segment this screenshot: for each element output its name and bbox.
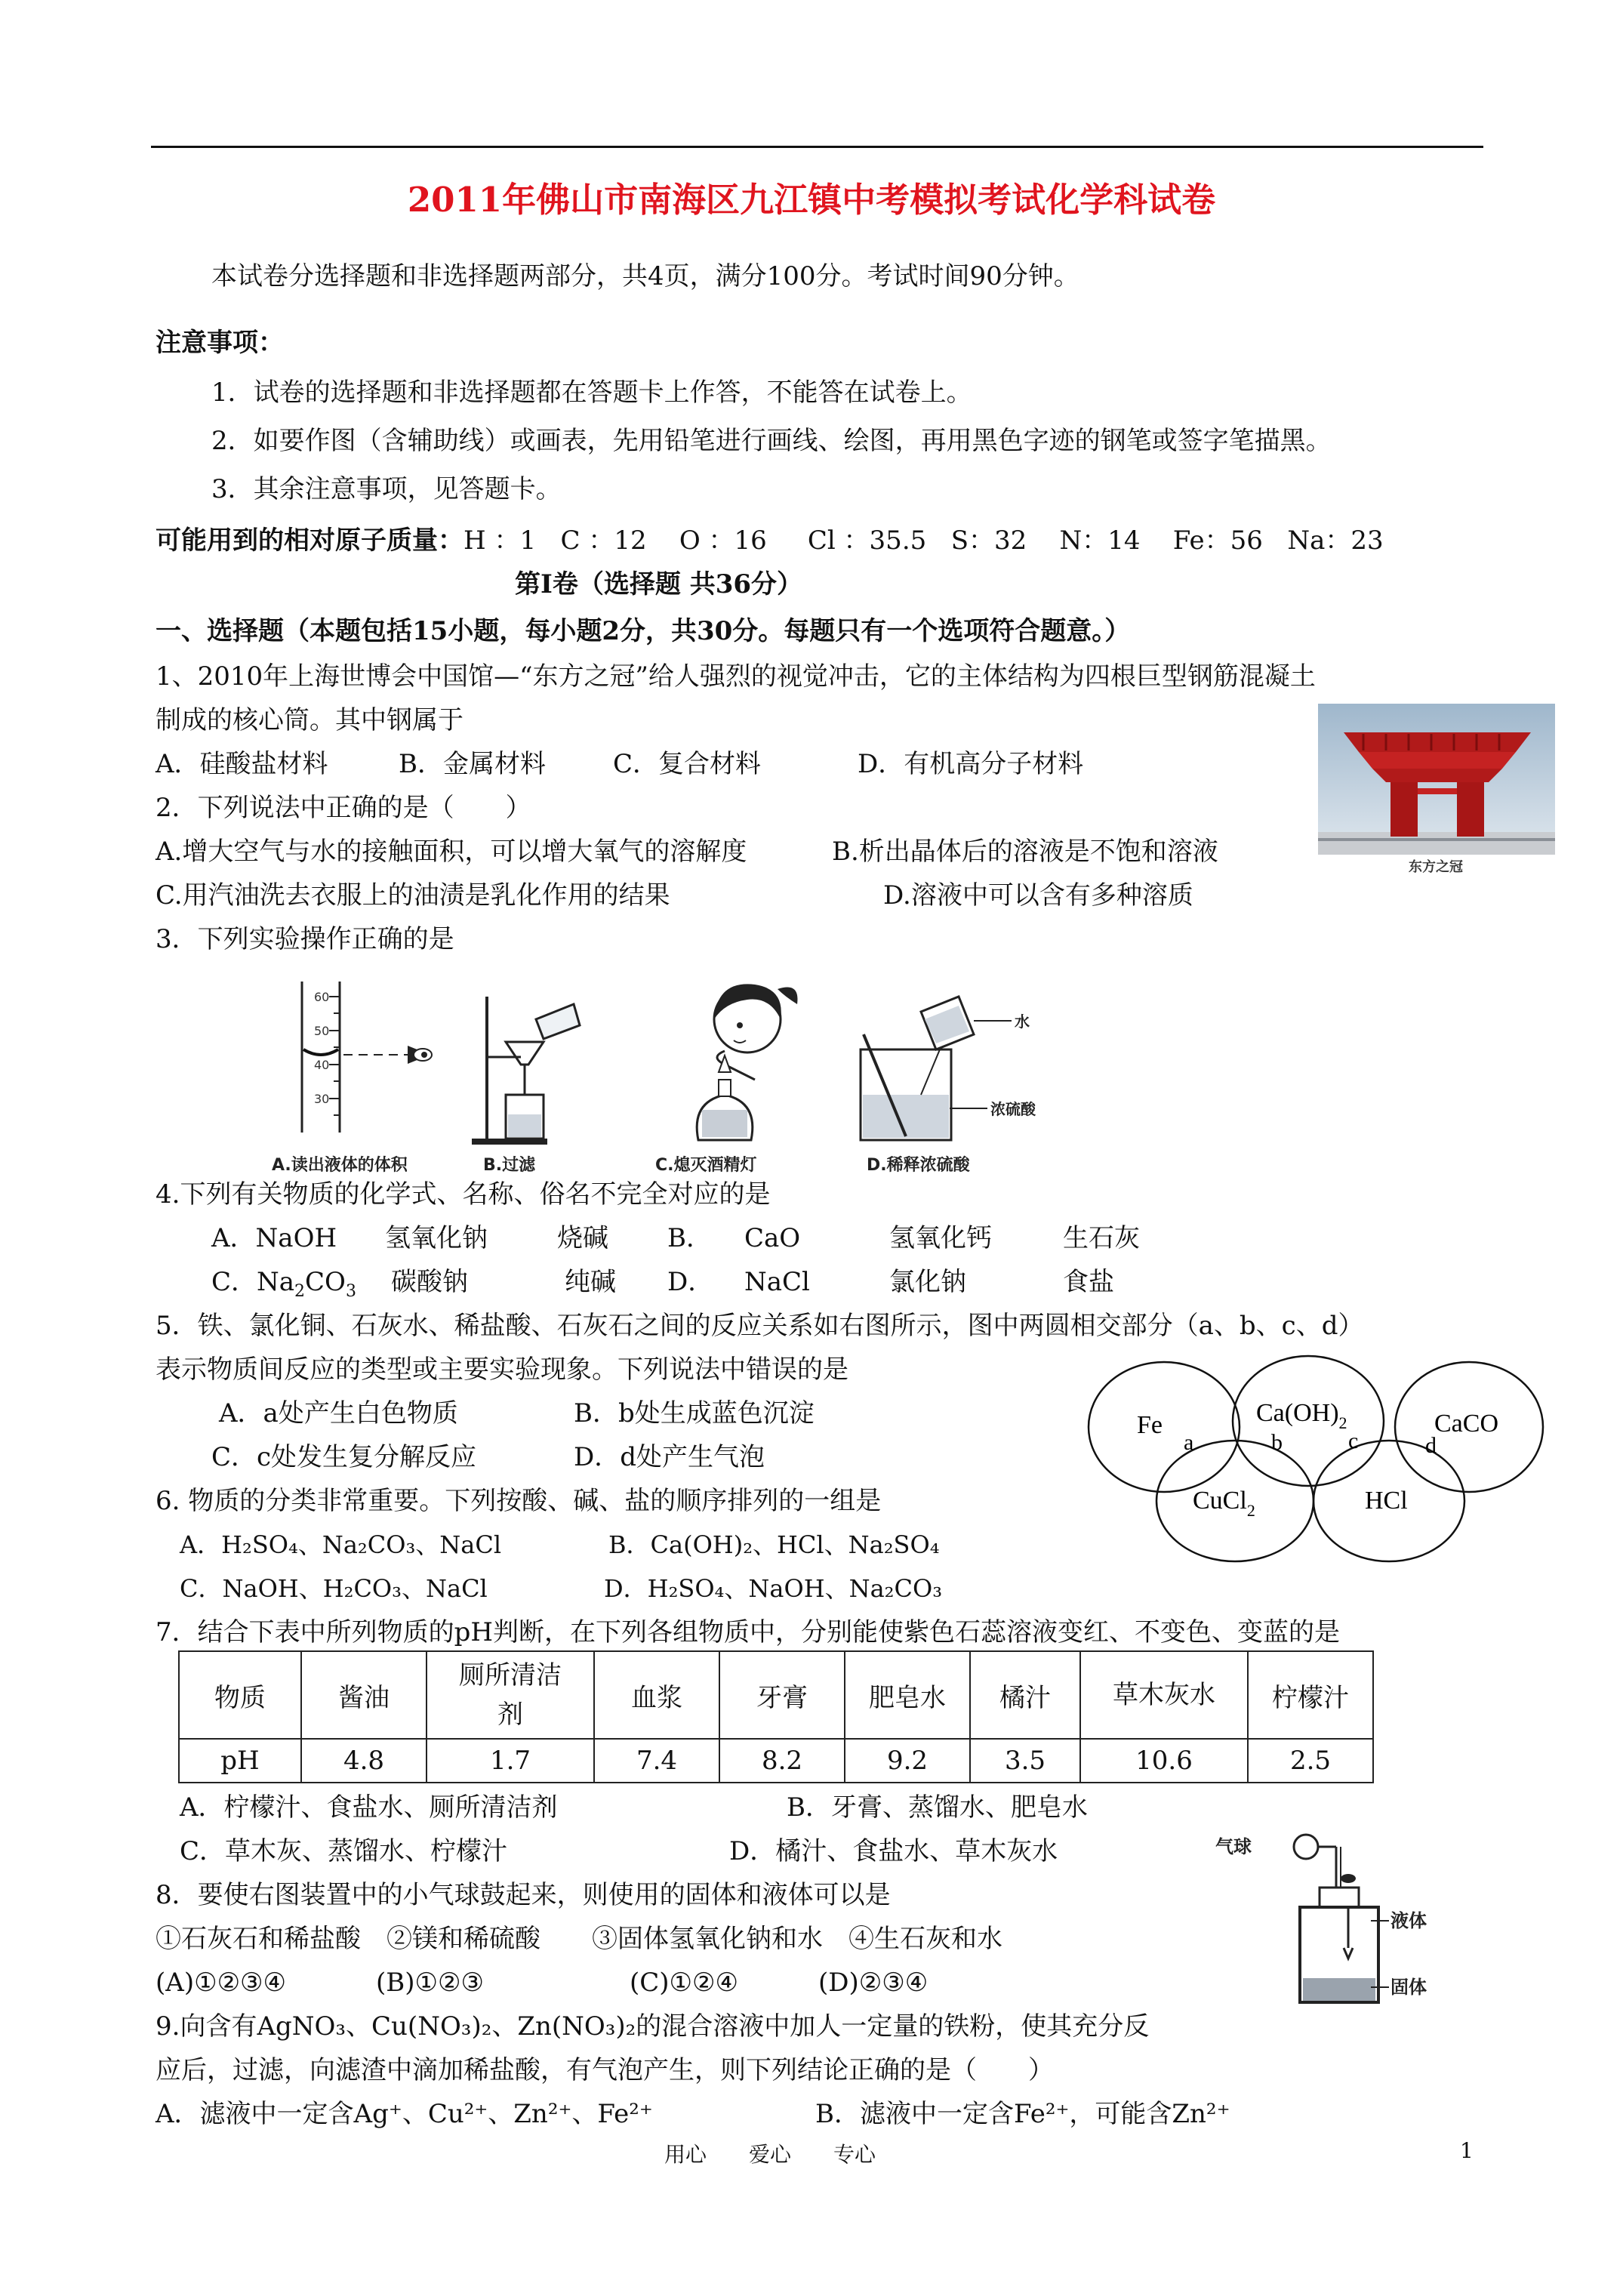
table-cell: 血浆 bbox=[594, 1651, 719, 1739]
q4-row-b-formula: CaO bbox=[744, 1223, 801, 1253]
q9-stem-line1: 9.向含有AgNO₃、Cu(NO₃)₂、Zn(NO₃)₂的混合溶液中加人一定量的铁粉，使其充分反 bbox=[156, 2011, 1150, 2042]
q4-row-a-formula: A．NaOH bbox=[211, 1223, 337, 1253]
table-cell: 7.4 bbox=[594, 1739, 719, 1783]
atomic-mass-na: Na：23 bbox=[1287, 525, 1384, 556]
part-title: 一、选择题（本题包括15小题，每小题2分，共30分。每题只有一个选项符合题意。） bbox=[156, 616, 1131, 646]
label-liquid: 液体 bbox=[1390, 1910, 1427, 1931]
label-solid: 固体 bbox=[1390, 1977, 1427, 1998]
table-cell: 1.7 bbox=[427, 1739, 594, 1783]
caption-d: D.稀释浓硫酸 bbox=[867, 1156, 970, 1175]
q4-row-a-common: 烧碱 bbox=[557, 1223, 608, 1253]
q5-stem-line1: 5．铁、氯化铜、石灰水、稀盐酸、石灰石之间的反应关系如右图所示，图中两圆相交部分（a、b、c、d） bbox=[156, 1311, 1364, 1341]
circle-hcl: HCl bbox=[1365, 1487, 1408, 1515]
atomic-mass-label: 可能用到的相对原子质量： bbox=[156, 525, 463, 556]
q6-option-d: D．H₂SO₄、NaOH、Na₂CO₃ bbox=[604, 1574, 943, 1603]
table-cell: 牙膏 bbox=[719, 1651, 845, 1739]
region-c: c bbox=[1348, 1428, 1359, 1453]
q4-row-c-common: 纯碱 bbox=[565, 1267, 616, 1297]
table-cell: 厕所清洁剂 bbox=[427, 1651, 594, 1739]
label-balloon: 气球 bbox=[1215, 1836, 1252, 1857]
reaction-circles-diagram bbox=[1079, 1351, 1570, 1566]
q5-option-c: C．c处发生复分解反应 bbox=[211, 1442, 477, 1472]
page-number: 1 bbox=[1460, 2138, 1474, 2163]
circle-fe: Fe bbox=[1137, 1411, 1163, 1439]
q2-option-c: C.用汽油洗去衣服上的油渍是乳化作用的结果 bbox=[156, 880, 670, 911]
q3-stem: 3．下列实验操作正确的是 bbox=[156, 924, 454, 954]
atomic-mass-fe: Fe：56 bbox=[1172, 525, 1263, 556]
q4-row-d-formula: NaCl bbox=[744, 1267, 810, 1297]
notice-item: 3．其余注意事项，见答题卡。 bbox=[211, 474, 562, 504]
table-cell: 8.2 bbox=[719, 1739, 845, 1783]
q4-row-c-formula: C．$Na_2CO_3$ bbox=[211, 1267, 356, 1301]
q4-row-b-name: 氢氧化钙 bbox=[889, 1223, 992, 1253]
table-cell: 橘汁 bbox=[970, 1651, 1080, 1739]
footer-motto: 用心 爱心 专心 bbox=[664, 2142, 876, 2167]
q5-option-a: A．a处产生白色物质 bbox=[219, 1398, 458, 1428]
table-cell: 肥皂水 bbox=[845, 1651, 970, 1739]
q4-row-c-name: 碳酸钠 bbox=[391, 1267, 468, 1297]
cylinder-tick-60: 60 bbox=[314, 990, 330, 1004]
q7-option-d: D．橘汁、食盐水、草木灰水 bbox=[729, 1836, 1058, 1866]
q2-option-a: A.增大空气与水的接触面积，可以增大氧气的溶解度 bbox=[156, 837, 747, 867]
q1-option-d: D．有机高分子材料 bbox=[858, 749, 1084, 779]
q1-stem-line2: 制成的核心筒。其中钢属于 bbox=[156, 705, 463, 735]
q1-option-a: A．硅酸盐材料 bbox=[156, 749, 328, 779]
q4-row-d-name: 氯化钠 bbox=[889, 1267, 966, 1297]
notice-item: 2．如要作图（含辅助线）或画表，先用铅笔进行画线、绘图，再用黑色字迹的钢笔或签字笔描黑。 bbox=[211, 426, 1332, 456]
caption-c: C.熄灭酒精灯 bbox=[655, 1156, 757, 1175]
table-cell: 2.5 bbox=[1248, 1739, 1373, 1783]
table-cell: 10.6 bbox=[1080, 1739, 1248, 1783]
atomic-mass-h: H ：1 bbox=[463, 525, 537, 556]
q9-stem-line2: 应后，过滤，向滤渣中滴加稀盐酸，有气泡产生，则下列结论正确的是（ ） bbox=[156, 2055, 1054, 2085]
q9-option-a: A．滤液中一定含Ag⁺、Cu²⁺、Zn²⁺、Fe²⁺ bbox=[156, 2099, 653, 2129]
q2-option-d: D.溶液中可以含有多种溶质 bbox=[883, 880, 1193, 911]
q1-option-b: B．金属材料 bbox=[399, 749, 546, 779]
china-pavilion-image bbox=[1318, 704, 1555, 879]
q9-option-b: B．滤液中一定含Fe²⁺，可能含Zn²⁺ bbox=[815, 2099, 1230, 2129]
q7-option-b: B．牙膏、蒸馏水、肥皂水 bbox=[787, 1792, 1088, 1823]
filtration-apparatus-diagram bbox=[472, 997, 580, 1145]
image-caption: 东方之冠 bbox=[1409, 859, 1463, 875]
cylinder-tick-30: 30 bbox=[314, 1092, 330, 1106]
graduated-cylinder-diagram bbox=[302, 982, 432, 1133]
q8-items: ①石灰石和稀盐酸 ②镁和稀硫酸 ③固体氢氧化钠和水 ④生石灰和水 bbox=[156, 1924, 1002, 1954]
region-a: a bbox=[1184, 1430, 1194, 1455]
q1-option-c: C．复合材料 bbox=[613, 749, 762, 779]
q2-option-b: B.析出晶体后的溶液是不饱和溶液 bbox=[832, 837, 1218, 867]
region-b: b bbox=[1271, 1430, 1283, 1455]
q6-option-b: B．Ca(OH)₂、HCl、Na₂SO₄ bbox=[608, 1530, 940, 1559]
atomic-mass-c: C ：12 bbox=[560, 525, 647, 556]
page-title: 2011年佛山市南海区九江镇中考模拟考试化学科试卷 bbox=[407, 180, 1216, 220]
atomic-mass-line bbox=[156, 522, 1384, 559]
diluting-acid-diagram bbox=[861, 997, 1036, 1140]
region-d: d bbox=[1425, 1433, 1437, 1458]
header-rule bbox=[151, 146, 1483, 148]
notice-heading: 注意事项： bbox=[156, 328, 284, 358]
label-concentrated-acid: 浓硫酸 bbox=[990, 1100, 1036, 1118]
q6-option-c: C．NaOH、H₂CO₃、NaCl bbox=[180, 1574, 488, 1603]
q5-option-d: D．d处产生气泡 bbox=[574, 1442, 765, 1472]
q7-option-c: C．草木灰、蒸馏水、柠檬汁 bbox=[180, 1836, 508, 1866]
table-cell: 物质 bbox=[179, 1651, 301, 1739]
circle-caoh2: $Ca(OH)_2$ bbox=[1256, 1399, 1347, 1432]
alcohol-lamp-diagram bbox=[697, 984, 797, 1140]
section-title: 第Ⅰ卷（选择题 共36分） bbox=[515, 569, 803, 599]
q4-row-d-common: 食盐 bbox=[1063, 1267, 1114, 1297]
caption-b: B.过滤 bbox=[483, 1156, 536, 1175]
cylinder-tick-40: 40 bbox=[314, 1058, 330, 1072]
cylinder-tick-50: 50 bbox=[314, 1024, 330, 1038]
q7-stem: 7．结合下表中所列物质的pH判断，在下列各组物质中，分别能使紫色石蕊溶液变红、不变色、变蓝的是 bbox=[156, 1617, 1341, 1647]
q5-option-b: B．b处生成蓝色沉淀 bbox=[574, 1398, 815, 1428]
label-water: 水 bbox=[1015, 1012, 1030, 1031]
atomic-mass-n: N：14 bbox=[1059, 525, 1141, 556]
q1-stem-line1: 1、2010年上海世博会中国馆—“东方之冠”给人强烈的视觉冲击，它的主体结构为四根巨型钢筋混凝土 bbox=[156, 661, 1316, 692]
q8-choice-a: (A)①②③④ bbox=[156, 1968, 287, 1998]
q2-stem: 2．下列说法中正确的是（ ） bbox=[156, 793, 531, 823]
table-cell: 3.5 bbox=[970, 1739, 1080, 1783]
atomic-mass-cl: Cl ：35.5 bbox=[807, 525, 927, 556]
atomic-mass-s: S：32 bbox=[950, 525, 1027, 556]
exam-intro: 本试卷分选择题和非选择题两部分，共4页，满分100分。考试时间90分钟。 bbox=[211, 261, 1079, 291]
q8-choice-d: (D)②③④ bbox=[818, 1968, 929, 1998]
q4-row-b-common: 生石灰 bbox=[1063, 1223, 1140, 1253]
lab-operations-figure bbox=[257, 966, 1057, 1178]
table-row bbox=[179, 1739, 1373, 1783]
table-cell: pH bbox=[179, 1739, 301, 1783]
circle-cucl2: CuCl$_2$ bbox=[1193, 1487, 1255, 1520]
ph-table bbox=[178, 1650, 1374, 1783]
q6-stem: 6. 物质的分类非常重要。下列按酸、碱、盐的顺序排列的一组是 bbox=[156, 1486, 882, 1516]
caption-a: A.读出液体的体积 bbox=[272, 1156, 408, 1175]
table-row bbox=[179, 1651, 1373, 1739]
atomic-mass-o: O ：16 bbox=[679, 525, 767, 556]
table-cell: 4.8 bbox=[301, 1739, 427, 1783]
table-cell: 酱油 bbox=[301, 1651, 427, 1739]
q8-stem: 8．要使右图装置中的小气球鼓起来，则使用的固体和液体可以是 bbox=[156, 1880, 891, 1910]
table-cell: 9.2 bbox=[845, 1739, 970, 1783]
balloon-flask-diagram bbox=[1208, 1827, 1434, 2016]
q4-row-a-name: 氢氧化钠 bbox=[385, 1223, 488, 1253]
q6-option-a: A．H₂SO₄、Na₂CO₃、NaCl bbox=[180, 1530, 502, 1559]
q7-option-a: A．柠檬汁、食盐水、厕所清洁剂 bbox=[180, 1792, 558, 1823]
q8-choice-b: (B)①②③ bbox=[376, 1968, 484, 1998]
q4-stem: 4.下列有关物质的化学式、名称、俗名不完全对应的是 bbox=[156, 1179, 771, 1210]
table-cell: 柠檬汁 bbox=[1248, 1651, 1373, 1739]
circle-caco3: CaCO bbox=[1434, 1410, 1498, 1438]
q4-row-b-label: B． bbox=[667, 1223, 712, 1253]
q4-row-d-label: D． bbox=[667, 1267, 714, 1297]
notice-item: 1．试卷的选择题和非选择题都在答题卡上作答，不能答在试卷上。 bbox=[211, 378, 972, 408]
table-cell: 草木灰水 bbox=[1080, 1651, 1248, 1739]
q8-choice-c: (C)①②④ bbox=[630, 1968, 738, 1998]
q5-stem-line2: 表示物质间反应的类型或主要实验现象。下列说法中错误的是 bbox=[156, 1354, 848, 1385]
